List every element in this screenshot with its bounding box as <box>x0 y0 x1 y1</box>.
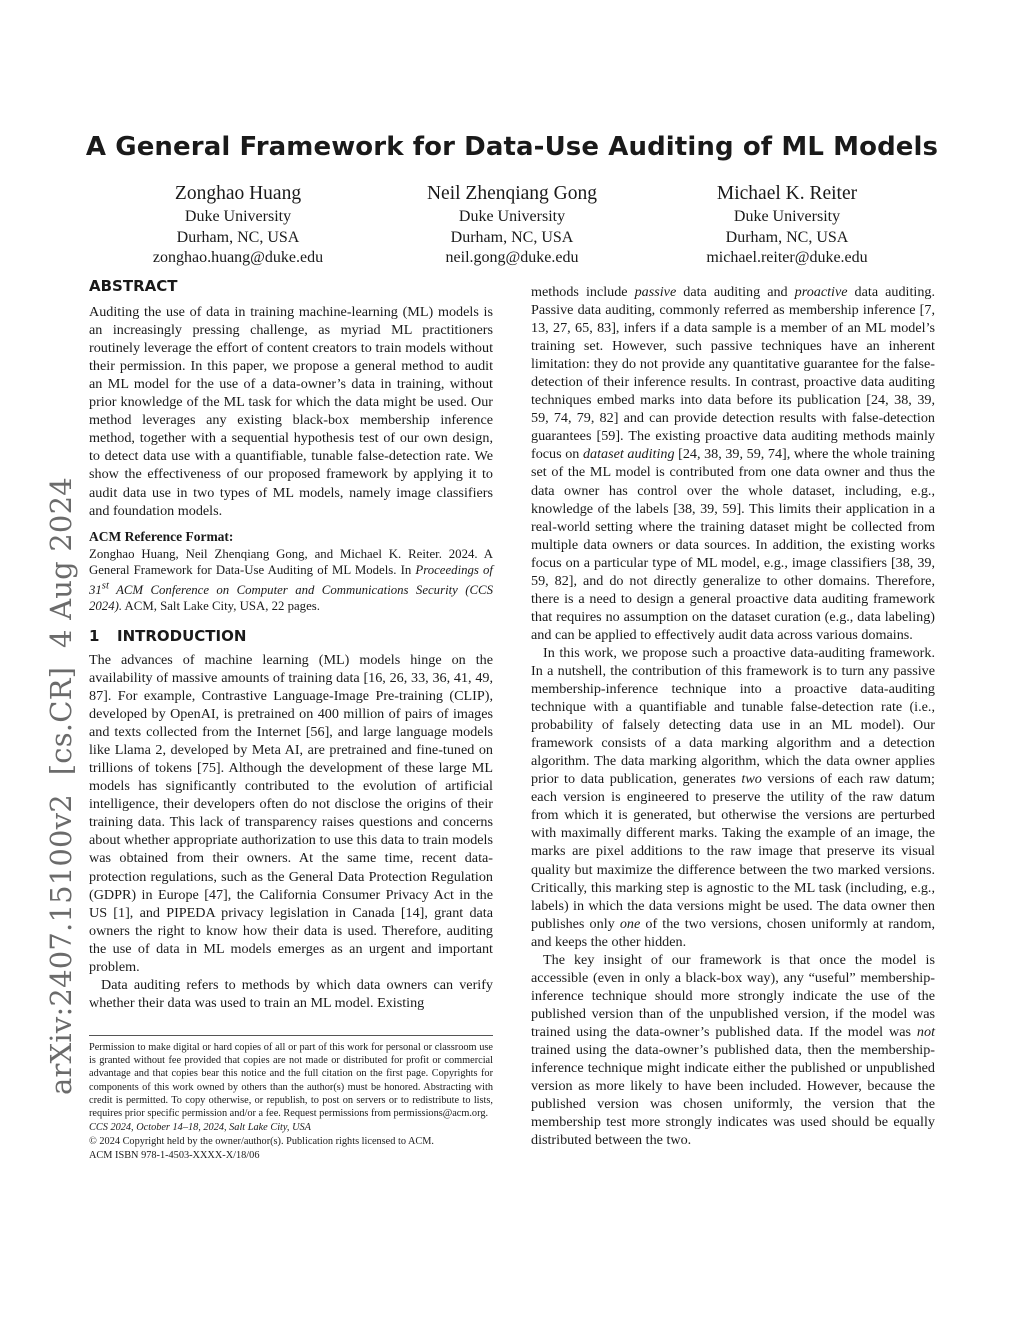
permission-footnote <box>89 1041 493 1162</box>
author-block <box>78 181 398 269</box>
conference-line: CCS 2024, October 14–18, 2024, Salt Lake City, USA <box>89 1122 311 1134</box>
footnote-rule <box>89 1035 493 1036</box>
left-column <box>89 277 493 1012</box>
author-location: Durham, NC, USA <box>725 228 849 246</box>
section-number: 1 <box>89 626 100 645</box>
abstract-heading: ABSTRACT <box>89 277 178 295</box>
author-name: Zonghao Huang <box>174 183 302 204</box>
author-email: zonghao.huang@duke.edu <box>152 249 324 266</box>
section-heading-introduction <box>89 627 493 645</box>
right-column <box>531 283 935 1149</box>
body-paragraph: In this work, we propose such a proactive data-auditing framework. In a nutshell, the contribution of this framework is to turn any passive membership-inference technique into a proactive data-auditing technique with a quantifiable and tunable false-detection rate (i.e., probability of falsely detecting data use in an ML model). Our framework consists of a data marking algorithm and a detection algorithm. The data marking algorithm, which the data owner applies prior to data publication, generates two versions of each raw datum; each version is engineered to preserve the utility of the raw datum from which it is generated, but otherwise the versions are perturbed with maximally different marks. Taking the example of an image, the marks are pixel additions to the raw image that preserve its visual quality but maximize the difference between the two marked versions. Critically, this marking step is agnostic to the ML task (including, e.g., labels) in which the data versions might be used. The data owner then publishes only one of the two versions, chosen uniformly at random, and keeps the other hidden. <box>531 644 935 950</box>
section-title: INTRODUCTION <box>117 626 247 645</box>
body-paragraph: The key insight of our framework is that once the model is accessible (even in only a black-box way), any “useful” membership-inference technique should more strongly indicate the use of the published version than of the unpublished version, if the model was trained using the data-owner’s published data. If the model was not trained using the data-owner’s published data, then the membership-inference technique might indicate either the published or unpublished version as more likely to have been included. However, because the published version was chosen uniformly, the version that the membership test more strongly indicates was used should be equally distributed between the two. <box>531 951 935 1149</box>
acm-reference-label: ACM Reference Format: <box>89 528 234 544</box>
author-email: neil.gong@duke.edu <box>445 249 579 266</box>
author-location: Durham, NC, USA <box>450 228 574 246</box>
copyright-line: © 2024 Copyright held by the owner/author(s). Publication rights licensed to ACM. <box>89 1136 435 1148</box>
paper-title: A General Framework for Data-Use Auditing of ML Models <box>85 132 939 162</box>
permission-notice: Permission to make digital or hard copies of all or part of this work for personal or classroom use is granted without fee provided that copies are not made or distributed for profit or commercial advantage and that copies bear this notice and the full citation on the first page. Copyrights for components of this work owned by others than the author(s) must be honored. Abstracting with credit is permitted. To copy otherwise, or republish, to post on servers or to redistribute to lists, requires prior specific permission and/or a fee. Request permissions from permissions@acm.org. <box>89 1042 493 1120</box>
author-affiliation: Duke University <box>733 208 841 225</box>
intro-paragraph: The advances of machine learning (ML) models hinge on the availability of massive amounts of training data [16, 26, 33, 36, 41, 49, 87]. For example, Contrastive Language-Image Pre-training (CLIP), developed by OpenAI, is pretrained on 400 million of pairs of images and texts collected from the Internet [56], and large language models like Llama 2, developed by Meta AI, are pretrained and fine-tuned on trillions of tokens [75]. Although the development of these large ML models has significantly contributed to the evolution of artificial intelligence, their developers often do not disclose the origins of their training data. This lack of transparency raises questions and concerns about whether appropriate authorization to use this data to train models was obtained from their owners. At the same time, recent data-protection regulations, such as the General Data Protection Regulation (GDPR) in Europe [47], the California Consumer Privacy Act in the US [1], and PIPEDA privacy legislation in Canada [14], grant data owners the right to know how their data is used. Therefore, auditing the use of data in ML models emerges as an urgent and important problem. <box>89 651 493 975</box>
isbn-line: ACM ISBN 978-1-4503-XXXX-X/18/06 <box>89 1149 260 1161</box>
acm-reference-text: Zonghao Huang, Neil Zhenqiang Gong, and Michael K. Reiter. 2024. A General Framework for Data-Use Auditing of ML Models. In Proceedings of 31st ACM Conference on Computer and Communications Security (CCS 2024). ACM, Salt Lake City, USA, 22 pages. <box>89 546 493 614</box>
author-block <box>352 181 672 269</box>
intro-paragraph: Data auditing refers to methods by which data owners can verify whether their data was used to train an ML model. Existing <box>89 976 493 1011</box>
author-email: michael.reiter@duke.edu <box>706 249 868 266</box>
author-affiliation: Duke University <box>458 208 566 225</box>
body-paragraph: methods include passive data auditing and proactive data auditing. Passive data auditing, commonly referred as membership inference [7, 13, 27, 65, 83], infers if a data sample is a member of an ML model’s training set. However, such passive techniques have an inherent limitation: they do not provide any quantitative guarantee for the false-detection of their inference results. In contrast, proactive data auditing techniques embed marks into data before its publication [24, 38, 39, 59, 74, 79, 82] and can provide detection results with false-detection guarantees [59]. The existing proactive data auditing methods mainly focus on dataset auditing [24, 38, 39, 59, 74], where the whole training set of the ML model is contributed from one data owner and thus the data owner has control over the whole dataset, including, e.g., knowledge of the labels [38, 39, 59]. This limits their application in a real-world setting where the training dataset might be collected from multiple data owners or data sources. In addition, the existing works focus on a particular type of ML model, e.g., image classifiers [38, 39, 59, 82], and do not directly generalize to other domains. Therefore, there is a need to design a general proactive data auditing framework that requires no assumption on the dataset curation (e.g., data labeling) and can be applied to effectively audit data across various domains. <box>531 284 936 643</box>
author-name: Michael K. Reiter <box>716 183 858 204</box>
abstract-text: Auditing the use of data in training machine-learning (ML) models is an increasingly pressing challenge, as myriad ML practitioners routinely leverage the effort of content creators to train models without their permission. In this paper, we propose a general method to audit an ML model for the use of a data-owner’s data in training, without prior knowledge of the ML task for which the data might be used. Our method leverages any existing black-box membership inference method, together with a sequential hypothesis test of our own design, to detect data use with a quantifiable, tunable false-detection rate. We show the effectiveness of our proposed framework by applying it to audit data use in two types of ML models, namely image classifiers and foundation models. <box>89 304 493 519</box>
author-location: Durham, NC, USA <box>176 228 300 246</box>
arxiv-identifier: arXiv:2407.15100v2 [cs.CR] 4 Aug 2024 <box>44 477 78 1095</box>
author-affiliation: Duke University <box>184 208 292 225</box>
author-block <box>627 181 947 269</box>
author-name: Neil Zhenqiang Gong <box>426 183 598 204</box>
